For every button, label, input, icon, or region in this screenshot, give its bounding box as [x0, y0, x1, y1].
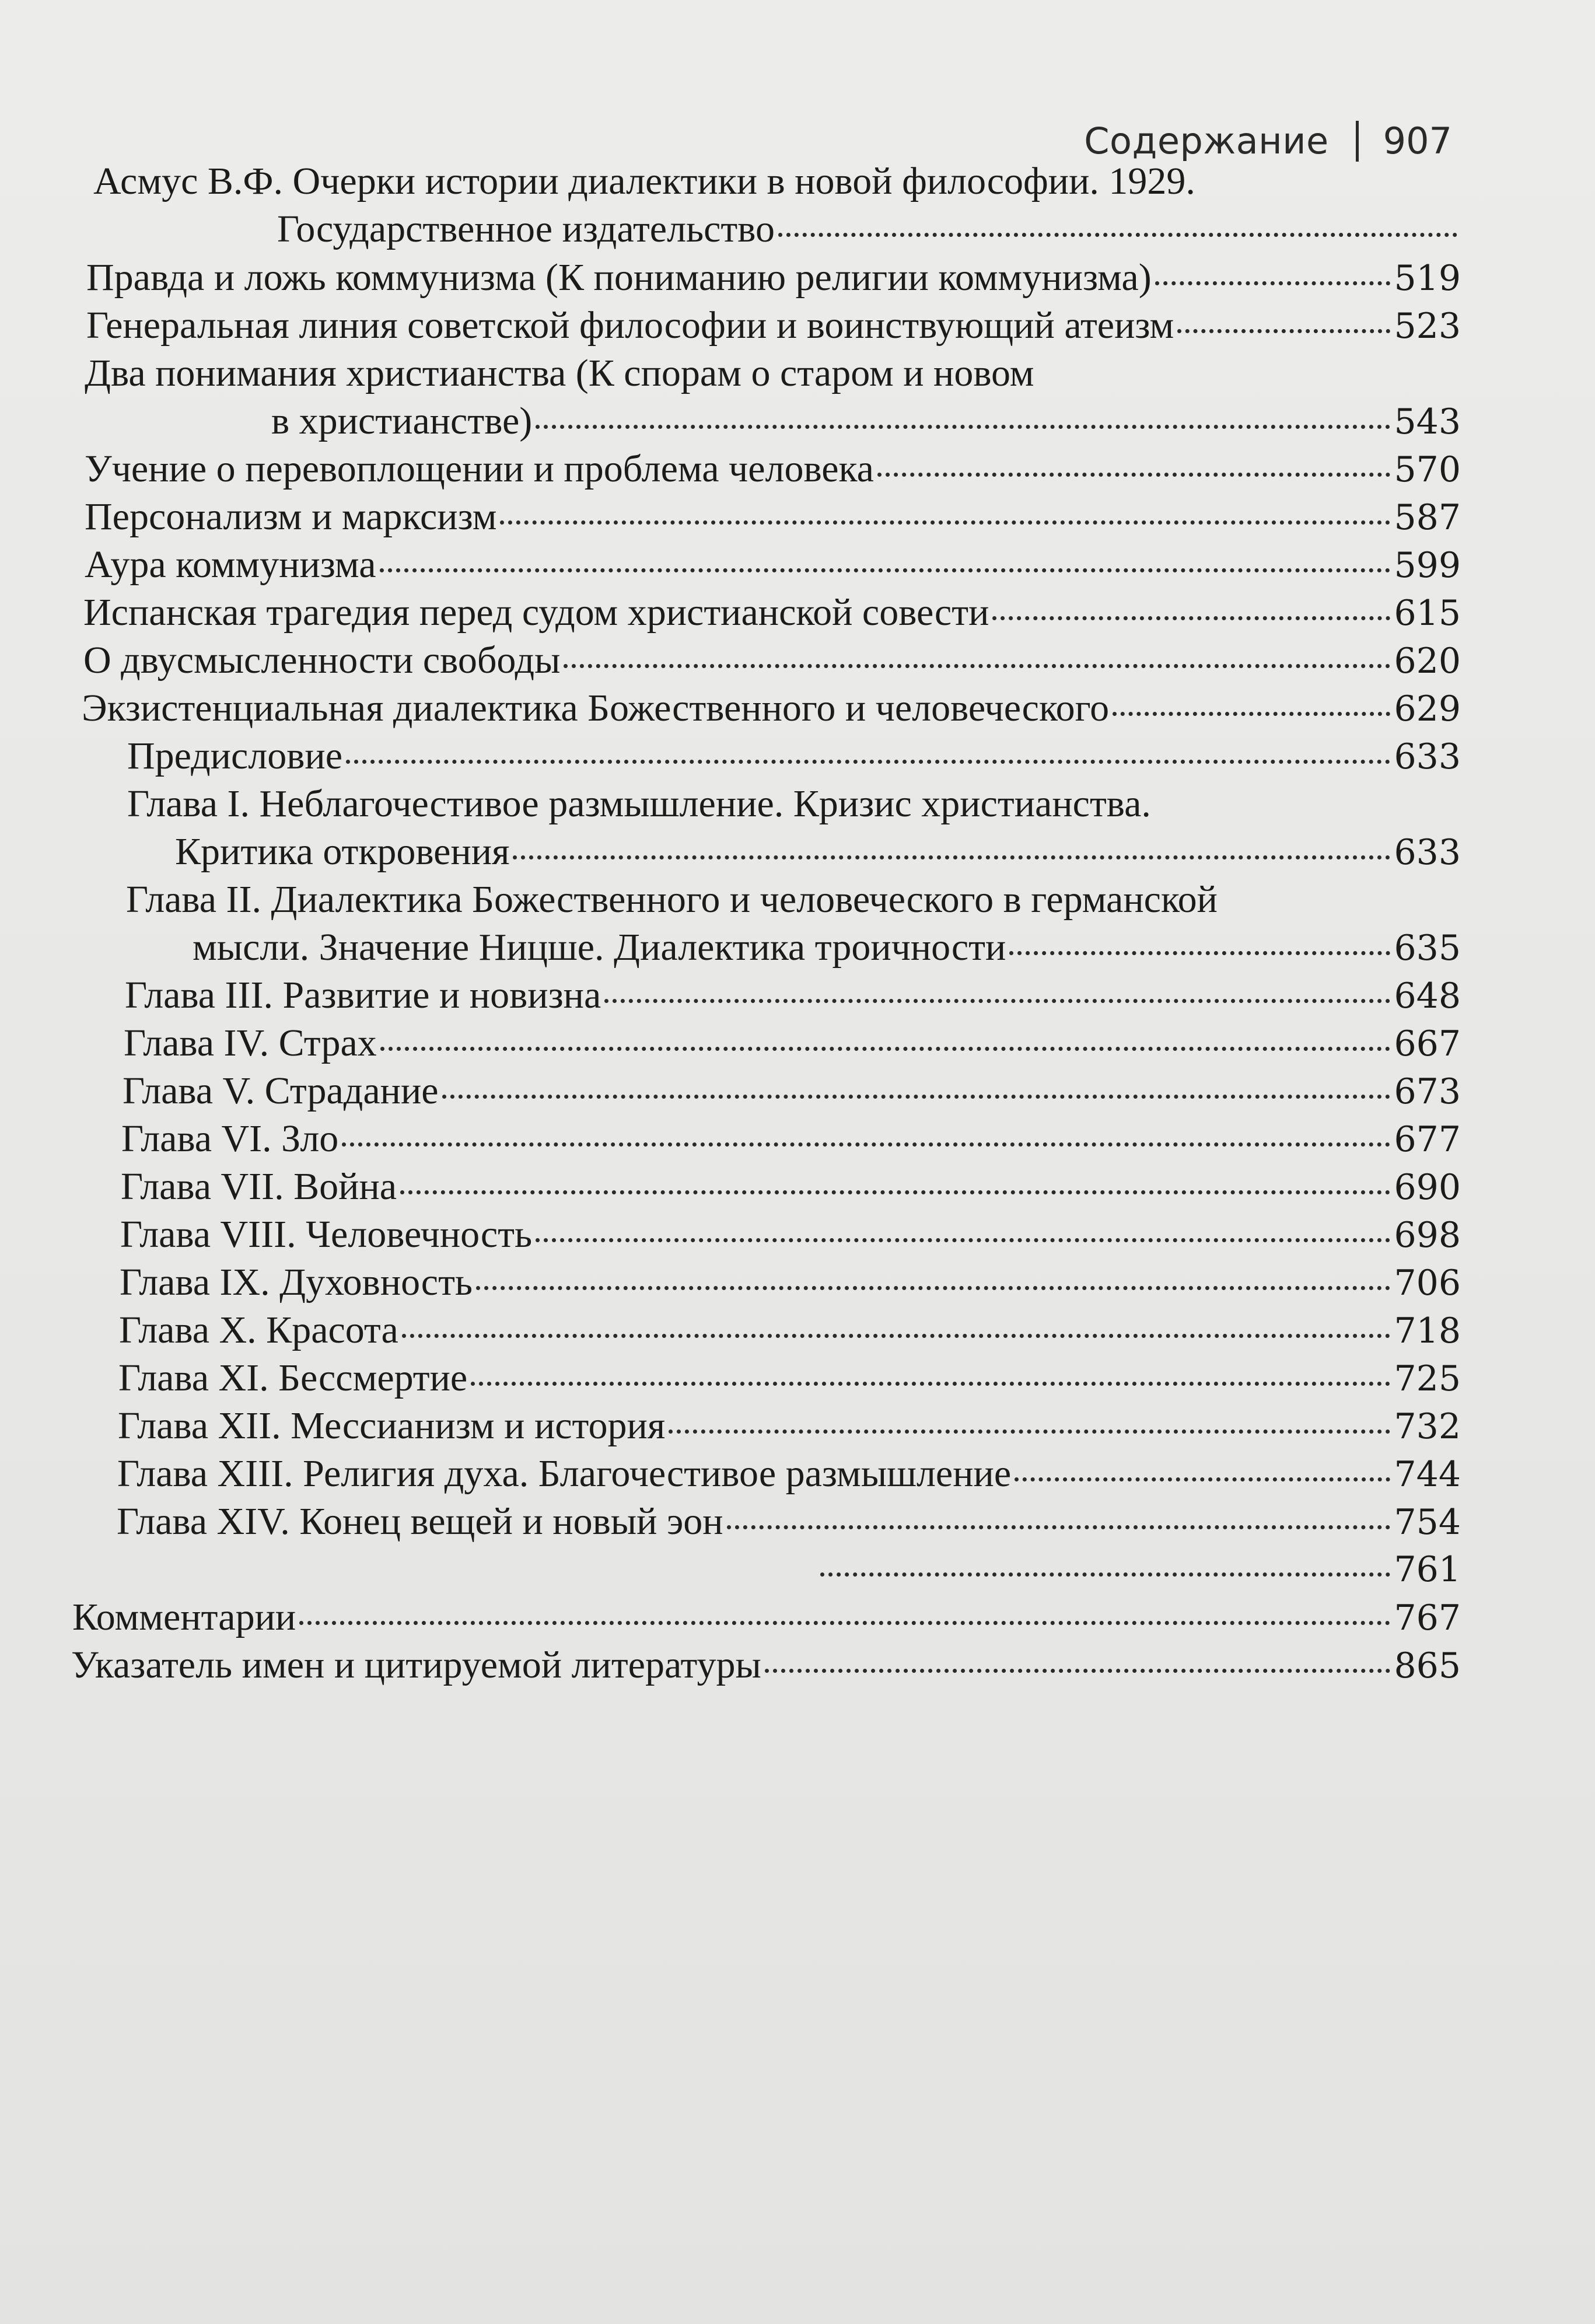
dot-leader [471, 1382, 1390, 1386]
toc-page-number: 519 [1394, 258, 1461, 299]
toc-entry-title: Глава XII. Мессианизм и история [118, 1404, 666, 1447]
dot-leader [1177, 329, 1390, 333]
toc-page-number: 673 [1394, 1071, 1461, 1112]
dot-leader [727, 1525, 1391, 1529]
toc-page-number: 629 [1394, 689, 1461, 729]
toc-page-number: 677 [1394, 1119, 1461, 1160]
toc-entry-title: Глава IV. Страх [124, 1022, 377, 1064]
toc-entry[interactable] [127, 780, 1461, 876]
toc-entry-title: Экзистенциальная диалектика Божественного и человеческого [82, 687, 1110, 729]
dot-leader [513, 855, 1390, 859]
dot-leader [402, 1334, 1391, 1338]
toc-entry-title: Глава XI. Бессмертие [118, 1357, 468, 1399]
toc-page-number: 543 [1394, 401, 1461, 442]
dot-leader [380, 1047, 1391, 1051]
toc-entry-title: Глава VIII. Человечность [120, 1213, 533, 1256]
dot-leader [476, 1286, 1390, 1290]
dot-leader [342, 1142, 1390, 1147]
section-title: Содержание [1084, 120, 1329, 162]
toc-page-number: 633 [1394, 736, 1461, 777]
toc-entry-title: Государственное издательство [277, 208, 775, 250]
toc-entry-title: Глава VII. Война [121, 1165, 397, 1208]
toc-entry[interactable] [85, 445, 1461, 494]
toc-entry[interactable] [121, 1115, 1461, 1163]
toc-entry[interactable] [85, 541, 1461, 589]
toc-entry-title-line: Два понимания христианства (К спорам о старом и новом [85, 352, 1034, 394]
toc-entry-title: Персонализм и марксизм [85, 495, 497, 538]
toc-entry[interactable] [120, 1259, 1461, 1307]
dot-leader [536, 1238, 1390, 1242]
toc-page-number: 744 [1394, 1454, 1461, 1495]
toc-entry-title: мысли. Значение Ницше. Диалектика троичности [193, 926, 1006, 969]
toc-page-number: 725 [1394, 1358, 1461, 1399]
toc-entry-title: Глава VI. Зло [121, 1117, 339, 1160]
toc-page-number: 648 [1394, 976, 1461, 1016]
toc-entry-title: Правда и ложь коммунизма (К пониманию религии коммунизма) [86, 256, 1152, 299]
dot-leader [877, 473, 1391, 477]
toc-entry[interactable] [86, 302, 1461, 350]
toc-entry[interactable] [121, 1163, 1461, 1211]
toc-entry-title: Указатель имен и цитируемой литературы [71, 1644, 761, 1686]
dot-leader [536, 425, 1390, 429]
dot-leader [1113, 712, 1390, 716]
toc-page-number: 718 [1394, 1310, 1461, 1351]
toc-entry[interactable] [127, 732, 1461, 781]
dot-leader [346, 760, 1390, 764]
toc-page-number: 706 [1394, 1263, 1461, 1303]
toc-entry-title: Глава III. Развитие и новизна [125, 974, 601, 1016]
toc-entry[interactable] [117, 1450, 1461, 1498]
toc-page-number: 754 [1394, 1502, 1461, 1543]
dot-leader [1155, 281, 1391, 285]
dot-leader [820, 1572, 1390, 1577]
running-header [1084, 120, 1452, 162]
toc-page-number: 570 [1394, 449, 1461, 490]
header-divider [1356, 121, 1359, 162]
dot-leader [380, 568, 1391, 572]
toc-page-number: 865 [1394, 1645, 1461, 1686]
toc-entry-title: Глава XIV. Конец вещей и новый эон [117, 1500, 723, 1543]
toc-entry[interactable] [83, 637, 1461, 685]
toc-entry-title: Глава IX. Духовность [120, 1261, 473, 1303]
toc-page-number: 635 [1394, 928, 1461, 969]
toc-entry[interactable] [120, 1211, 1461, 1259]
toc-entry-title-line: Асмус В.Ф. Очерки истории диалектики в новой философии. 1929. [93, 160, 1195, 202]
toc-entry-title: Аура коммунизма [85, 543, 376, 586]
toc-entry-title: Критика откровения [175, 830, 510, 873]
toc-entry[interactable] [118, 1354, 1461, 1403]
toc-entry[interactable] [123, 1067, 1461, 1116]
page-number: 907 [1383, 120, 1452, 162]
toc-page-number: 633 [1394, 832, 1461, 873]
dot-leader [669, 1430, 1390, 1434]
toc-entry[interactable] [93, 158, 1461, 253]
toc-entry[interactable] [85, 493, 1461, 541]
toc-page-number: 690 [1394, 1167, 1461, 1208]
toc-entry[interactable] [124, 1019, 1461, 1068]
toc-entry-title: Испанская трагедия перед судом христианской совести [83, 591, 989, 634]
dot-leader [442, 1095, 1391, 1099]
toc-entry-title: Глава XIII. Религия духа. Благочестивое размышление [117, 1452, 1012, 1495]
toc-page-number: 767 [1394, 1598, 1461, 1638]
toc-entry[interactable] [83, 589, 1461, 637]
toc-entry[interactable] [119, 1306, 1461, 1355]
toc-page-number: 732 [1394, 1406, 1461, 1447]
toc-entry[interactable] [117, 1498, 1461, 1546]
toc-entry-title: Глава X. Красота [119, 1309, 398, 1351]
toc-entry-title: О двусмысленности свободы [83, 639, 561, 682]
dot-leader [1009, 951, 1390, 955]
toc-entry[interactable] [817, 1546, 1461, 1593]
toc-entry-title: Комментарии [72, 1596, 296, 1638]
toc-entry[interactable] [72, 1593, 1461, 1642]
toc-entry-title: Предисловие [127, 735, 342, 777]
toc-entry[interactable] [82, 684, 1461, 733]
toc-page-number: 698 [1394, 1215, 1461, 1256]
dot-leader [992, 616, 1390, 620]
toc-entry-title-line: Глава I. Неблагочестивое размышление. Кризис христианства. [127, 782, 1151, 825]
toc-entry[interactable] [126, 876, 1461, 972]
toc-entry-title: Генеральная линия советской философии и воинствующий атеизм [86, 304, 1174, 347]
toc-entry-title: Учение о перевоплощении и проблема человека [85, 448, 874, 490]
dot-leader [564, 664, 1390, 668]
toc-page-number: 620 [1394, 641, 1461, 682]
toc-entry[interactable] [125, 971, 1461, 1020]
toc-page-number: 761 [1394, 1549, 1461, 1590]
toc-entry[interactable] [71, 1641, 1461, 1690]
toc-page-number: 615 [1394, 593, 1461, 634]
dot-leader [500, 520, 1390, 525]
dot-leader [765, 1669, 1391, 1673]
dot-leader [604, 999, 1390, 1003]
toc-page-number: 523 [1394, 306, 1461, 347]
toc-entry-title-line: Глава II. Диалектика Божественного и человеческого в германской [126, 878, 1218, 921]
dot-leader [400, 1190, 1390, 1194]
dot-leader [299, 1621, 1390, 1625]
toc-entry[interactable] [85, 350, 1461, 446]
toc-entry[interactable] [118, 1402, 1461, 1451]
dot-leader [1015, 1477, 1390, 1481]
toc-page-number: 667 [1394, 1023, 1461, 1064]
toc-entry-title: Глава V. Страдание [123, 1070, 439, 1112]
dot-leader [778, 233, 1457, 237]
toc-page-number: 599 [1394, 545, 1461, 586]
toc-page-number: 587 [1394, 497, 1461, 538]
toc-entry[interactable] [86, 254, 1461, 302]
toc-entry-title: в христианстве) [271, 400, 533, 442]
